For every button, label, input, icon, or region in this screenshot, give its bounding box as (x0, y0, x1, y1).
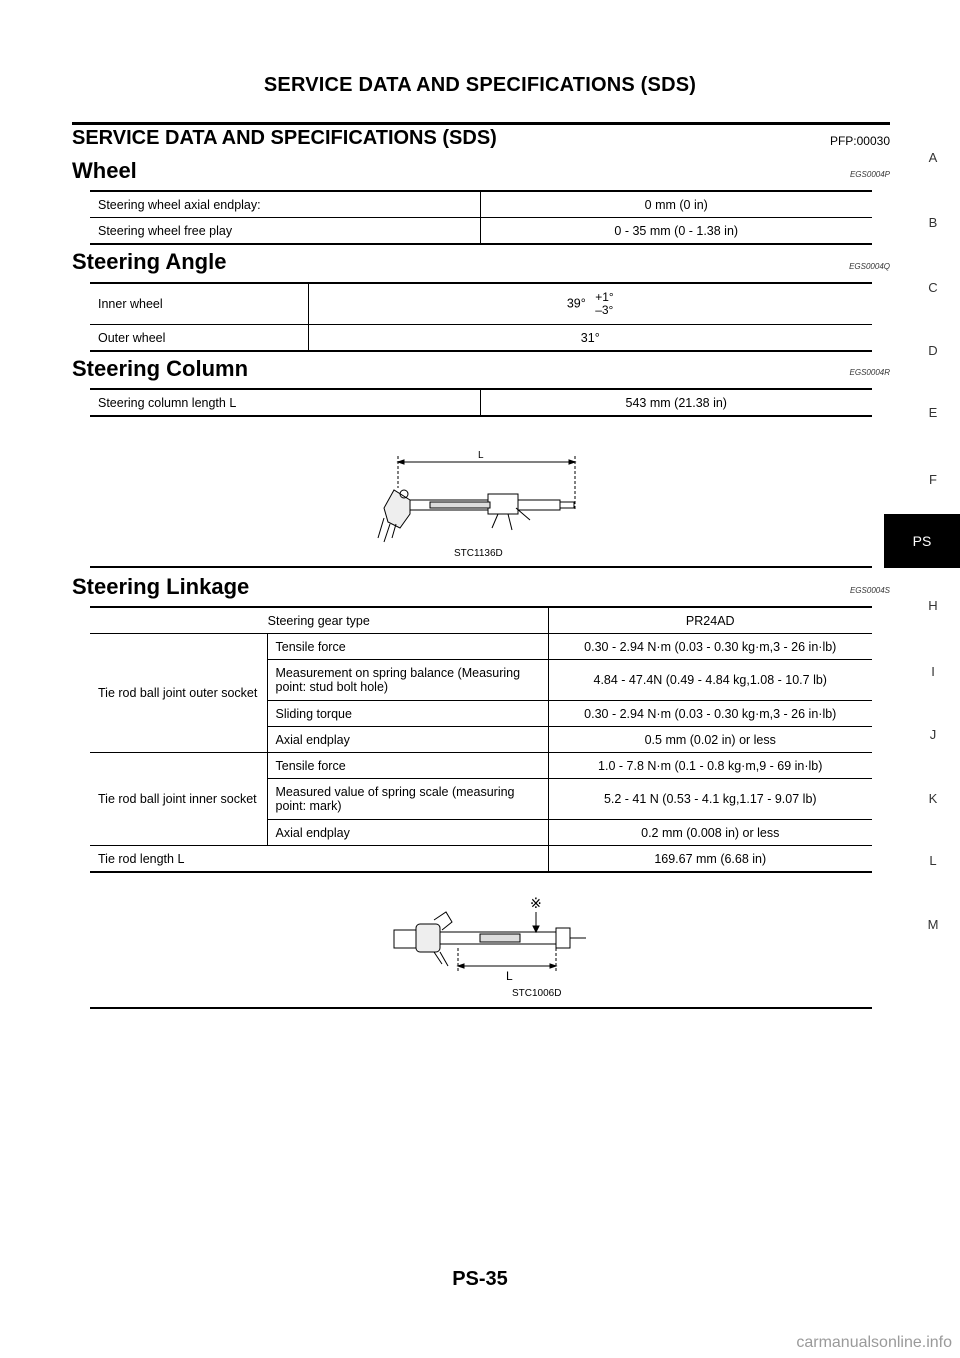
table-row (90, 607, 872, 634)
table-row (90, 846, 872, 873)
row-value: 5.2 - 41 N (0.53 - 4.1 kg,1.17 - 9.07 lb) (548, 779, 872, 820)
outer-wheel-label: Outer wheel (90, 325, 308, 352)
inner-socket-group: Tie rod ball joint inner socket (90, 753, 267, 846)
tie-rod-figure-letter: L (506, 969, 513, 983)
wheel-title: Wheel (72, 158, 137, 183)
table-row (90, 191, 872, 218)
wheel-code: EGS0004P (849, 170, 890, 179)
side-index-f[interactable]: F (929, 472, 937, 487)
watermark: carmanualsonline.info (796, 1334, 952, 1351)
inner-wheel-tolerance (595, 291, 613, 317)
side-index-a[interactable]: A (928, 150, 938, 165)
row-value: 0 mm (0 in) (480, 191, 872, 218)
column-figure-letter: L (478, 450, 484, 461)
row-label: Tensile force (267, 634, 548, 660)
angle-table (90, 282, 872, 352)
section-rule (90, 566, 872, 568)
steering-column-figure (370, 448, 590, 548)
column-length-value: 543 mm (21.38 in) (480, 389, 872, 416)
column-table (90, 388, 872, 417)
row-value: 0.5 mm (0.02 in) or less (548, 727, 872, 753)
row-label: Sliding torque (267, 701, 548, 727)
tie-rod-length-value: 169.67 mm (6.68 in) (548, 846, 872, 873)
side-index-m[interactable]: M (927, 917, 939, 932)
running-header: SERVICE DATA AND SPECIFICATIONS (SDS) (263, 74, 697, 96)
row-label: Tensile force (267, 753, 548, 779)
inner-wheel-value (308, 283, 872, 325)
inner-wheel-angle: 39° (566, 296, 586, 311)
tie-rod-figure-caption: STC1006D (512, 988, 562, 999)
side-index-h[interactable]: H (928, 598, 938, 613)
table-row (90, 389, 872, 416)
linkage-table (90, 606, 872, 873)
table-row (90, 218, 872, 245)
tolerance-minus: –3° (595, 303, 614, 317)
column-figure-caption: STC1136D (454, 548, 503, 559)
outer-wheel-value: 31° (308, 325, 872, 352)
row-label: Measurement on spring balance (Measuring point: stud bolt hole) (267, 660, 548, 701)
row-value: 0.2 mm (0.008 in) or less (548, 820, 872, 846)
wheel-table (90, 190, 872, 245)
linkage-code: EGS0004S (849, 586, 890, 595)
row-label: Steering wheel free play (90, 218, 480, 245)
table-row (90, 634, 872, 660)
header-rule (72, 122, 890, 125)
inner-wheel-label: Inner wheel (90, 283, 308, 325)
column-length-label: Steering column length L (90, 389, 480, 416)
table-row (90, 325, 872, 352)
side-index-ps-active[interactable]: PS (884, 514, 960, 568)
main-title: SERVICE DATA AND SPECIFICATIONS (SDS) (72, 127, 497, 149)
row-label: Measured value of spring scale (measuring point: mark) (267, 779, 548, 820)
linkage-title: Steering Linkage (72, 574, 250, 599)
side-index-c[interactable]: C (928, 280, 938, 295)
row-value: 1.0 - 7.8 N·m (0.1 - 0.8 kg·m,9 - 69 in·lb) (548, 753, 872, 779)
section-rule (90, 1007, 872, 1009)
tie-rod-mark: ※ (530, 896, 542, 912)
angle-title: Steering Angle (72, 249, 227, 274)
table-row (90, 283, 872, 325)
side-index-j[interactable]: J (929, 727, 937, 742)
row-value: 4.84 - 47.4N (0.49 - 4.84 kg,1.08 - 10.7 lb) (548, 660, 872, 701)
row-value: 0.30 - 2.94 N·m (0.03 - 0.30 kg·m,3 - 26 in·lb) (548, 701, 872, 727)
row-label: Steering wheel axial endplay: (90, 191, 480, 218)
page-number: PS-35 (452, 1268, 508, 1290)
side-index-e[interactable]: E (928, 405, 938, 420)
row-value: 0 - 35 mm (0 - 1.38 in) (480, 218, 872, 245)
table-row (90, 753, 872, 779)
column-title: Steering Column (72, 356, 249, 381)
gear-type-value: PR24AD (548, 607, 872, 634)
side-index-b[interactable]: B (928, 215, 938, 230)
gear-type-label: Steering gear type (90, 607, 548, 634)
pfp-code: PFP:00030 (829, 134, 890, 148)
tie-rod-figure (390, 892, 590, 984)
side-index-l[interactable]: L (929, 853, 937, 868)
side-index-d[interactable]: D (928, 343, 938, 358)
tolerance-plus: +1° (595, 290, 614, 304)
row-label: Axial endplay (267, 820, 548, 846)
outer-socket-group: Tie rod ball joint outer socket (90, 634, 267, 753)
angle-code: EGS0004Q (849, 262, 890, 271)
row-value: 0.30 - 2.94 N·m (0.03 - 0.30 kg·m,3 - 26 in·lb) (548, 634, 872, 660)
side-index-i[interactable]: I (931, 664, 935, 679)
row-label: Axial endplay (267, 727, 548, 753)
column-code: EGS0004R (849, 368, 890, 377)
tie-rod-length-label: Tie rod length L (90, 846, 548, 873)
side-index-k[interactable]: K (928, 791, 938, 806)
